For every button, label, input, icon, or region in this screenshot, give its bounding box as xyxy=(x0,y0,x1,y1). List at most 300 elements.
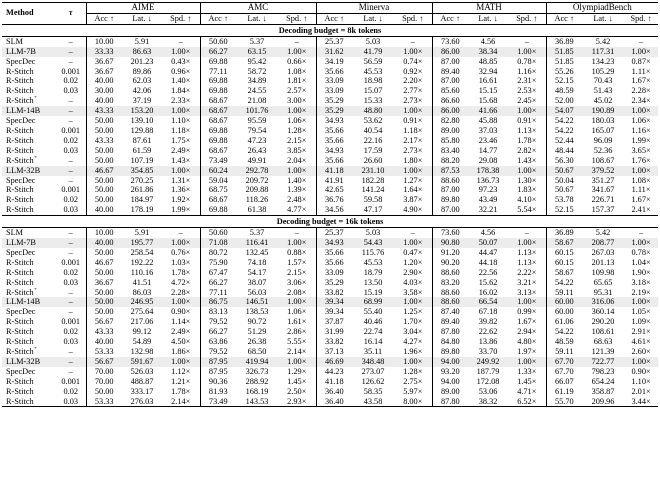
olympiadbench-lat-cell: 121.39 xyxy=(591,347,615,356)
minerva-spd-cell: 2.77× xyxy=(403,86,423,96)
amc-lat-cell: 95.59 xyxy=(247,116,267,126)
amc-spd-cell: 2.48× xyxy=(287,195,307,205)
math-lat-cell: 33.70 xyxy=(478,347,498,356)
olympiadbench-acc-cell: 50.67 xyxy=(546,166,582,176)
tau-cell: 0.03 xyxy=(63,205,79,215)
olympiadbench-lat-cell: 654.24 xyxy=(591,376,615,386)
minerva-acc-cell: 31.99 xyxy=(316,327,352,337)
aime-acc-cell: 50.00 xyxy=(86,288,122,298)
dataset-header-aime: AIME xyxy=(86,3,200,14)
olympiadbench-spd-cell: 1.00× xyxy=(624,47,658,57)
method-cell xyxy=(2,367,56,377)
olympiadbench-acc-cell: 56.30 xyxy=(546,156,582,166)
aime-acc-cell: 70.00 xyxy=(86,367,122,377)
method-cell xyxy=(2,205,56,215)
table-row xyxy=(2,228,658,238)
math-lat-cell: 178.38 xyxy=(468,166,508,176)
aime-acc-cell: 70.00 xyxy=(86,377,122,387)
minerva-lat-cell: 15.33 xyxy=(363,96,383,106)
tau-cell: – xyxy=(68,287,73,297)
minerva-acc-cell: 35.29 xyxy=(316,106,352,116)
method-name: R-Stitch xyxy=(6,396,34,406)
olympiadbench-lat-cell: 70.43 xyxy=(593,76,613,86)
olympiadbench-spd-cell: 1.11× xyxy=(631,185,651,195)
olympiadbench-acc-cell: 54.22 xyxy=(546,327,582,337)
tau-cell: 0.03 xyxy=(63,145,79,155)
table-row xyxy=(2,397,658,407)
budget-label: Decoding budget = 16k tokens xyxy=(2,216,658,228)
minerva-spd-cell: 1.18× xyxy=(403,125,423,135)
amc-acc-cell: 50.60 xyxy=(200,228,236,238)
method-cell xyxy=(2,327,56,337)
amc-spd-cell: 3.06× xyxy=(287,277,307,287)
aime-spd-cell: 0.43× xyxy=(171,56,191,66)
aime-lat-cell: 261.86 xyxy=(130,185,154,195)
aime-acc-cell: 50.00 xyxy=(86,268,122,278)
method-name: LLM-32B xyxy=(6,165,41,175)
math-lat-cell: 4.56 xyxy=(468,36,508,46)
minerva-spd-cell: 3.58× xyxy=(403,287,423,297)
minerva-acc-cell: 36.40 xyxy=(316,397,352,407)
tau-cell: 0.03 xyxy=(63,337,79,347)
amc-lat-cell: 138.53 xyxy=(245,307,269,317)
tau-cell: – xyxy=(56,106,86,116)
olympiadbench-acc-cell: 48.59 xyxy=(546,86,582,96)
method-name: SpecDec xyxy=(6,247,36,257)
math-lat-cell: 44.18 xyxy=(478,257,498,267)
aime-acc-cell: 50.00 xyxy=(86,297,122,307)
tau-cell: 0.02 xyxy=(63,386,79,396)
olympiadbench-spd-cell: 1.09× xyxy=(631,317,651,327)
aime-spd-cell: 1.99× xyxy=(171,205,191,215)
olympiadbench-spd-cell: 1.06× xyxy=(631,116,651,126)
minerva-spd-cell: 1.00× xyxy=(394,106,432,116)
amc-spd-cell: 1.29× xyxy=(287,366,307,376)
method-name: R-Stitch xyxy=(6,347,34,356)
minerva-spd-cell: 4.03× xyxy=(403,277,423,287)
method-variant-mark: + xyxy=(33,347,38,353)
aime-acc-cell: 40.00 xyxy=(86,238,122,248)
minerva-lat-cell: 68.99 xyxy=(352,297,394,307)
method-name: R-Stitch xyxy=(6,257,34,267)
aime-acc-cell: 50.00 xyxy=(86,156,122,166)
amc-spd-cell: 2.15× xyxy=(287,267,307,277)
tau-cell: – xyxy=(68,96,73,106)
amc-spd-cell: 1.06× xyxy=(287,307,307,317)
tau-cell: – xyxy=(68,155,73,165)
aime-acc-cell: 30.00 xyxy=(86,86,122,96)
olympiadbench-acc-cell: 52.44 xyxy=(546,136,582,146)
math-spd-cell: 1.97× xyxy=(517,347,537,356)
table-row xyxy=(2,166,658,176)
aime-acc-cell: 40.00 xyxy=(86,205,122,215)
minerva-lat-cell: 47.17 xyxy=(363,205,383,215)
aime-lat-cell: 107.19 xyxy=(130,155,154,165)
olympiadbench-spd-cell: – xyxy=(624,36,658,46)
method-cell xyxy=(2,377,56,387)
metric-header-acc: Acc ↑ xyxy=(200,13,236,24)
olympiadbench-lat-cell: 226.71 xyxy=(591,195,615,205)
olympiadbench-lat-cell: 95.31 xyxy=(593,287,613,297)
aime-lat-cell: 488.87 xyxy=(130,376,154,386)
amc-spd-cell: 1.00× xyxy=(278,166,316,176)
tau-cell: 0.001 xyxy=(61,66,81,76)
amc-spd-cell: 1.40× xyxy=(287,175,307,185)
method-cell xyxy=(2,288,56,298)
math-spd-cell: 1.33× xyxy=(517,366,537,376)
olympiadbench-lat-cell: 165.07 xyxy=(591,125,615,135)
olympiadbench-acc-cell: 36.89 xyxy=(546,228,582,238)
table-row xyxy=(2,96,658,106)
olympiadbench-acc-cell: 52.15 xyxy=(546,76,582,86)
aime-acc-cell: 50.00 xyxy=(86,185,122,195)
dataset-header-amc: AMC xyxy=(200,3,316,14)
aime-lat-cell: 87.61 xyxy=(132,135,152,145)
minerva-acc-cell: 36.40 xyxy=(316,387,352,397)
minerva-spd-cell: 1.00× xyxy=(394,297,432,307)
minerva-acc-cell: 37.13 xyxy=(316,347,352,357)
olympiadbench-spd-cell: 1.08× xyxy=(631,175,651,185)
amc-acc-cell: 68.67 xyxy=(200,116,236,126)
amc-spd-cell: 2.15× xyxy=(287,135,307,145)
amc-spd-cell: 1.28× xyxy=(287,125,307,135)
math-lat-cell: 45.88 xyxy=(478,116,498,126)
amc-spd-cell: – xyxy=(278,228,316,238)
table-row xyxy=(2,205,658,215)
math-spd-cell: 1.00× xyxy=(508,106,546,116)
olympiadbench-lat-cell: 722.77 xyxy=(582,357,624,367)
amc-acc-cell: 69.88 xyxy=(200,126,236,136)
minerva-lat-cell: 55.40 xyxy=(363,307,383,317)
math-acc-cell: 87.00 xyxy=(432,57,468,67)
minerva-spd-cell: 8.00× xyxy=(394,397,432,407)
math-acc-cell: 88.20 xyxy=(432,156,468,166)
math-acc-cell: 91.20 xyxy=(432,248,468,258)
amc-spd-cell: 1.00× xyxy=(278,238,316,248)
method-cell xyxy=(2,357,56,367)
amc-lat-cell: 61.38 xyxy=(247,205,267,215)
method-cell xyxy=(2,116,56,126)
method-name: SpecDec xyxy=(6,366,36,376)
minerva-spd-cell: 5.97× xyxy=(403,386,423,396)
tau-cell: 0.02 xyxy=(63,327,79,337)
tau-cell: – xyxy=(56,357,86,367)
minerva-acc-cell: 34.93 xyxy=(316,116,352,126)
method-name: R-Stitch xyxy=(6,376,34,386)
minerva-lat-cell: 40.54 xyxy=(363,125,383,135)
math-acc-cell: 88.60 xyxy=(432,176,468,186)
aime-lat-cell: 5.91 xyxy=(122,36,162,46)
amc-lat-cell: 51.29 xyxy=(247,327,267,337)
math-acc-cell: 89.80 xyxy=(432,347,468,357)
amc-spd-cell: 0.66× xyxy=(287,56,307,66)
minerva-spd-cell: 0.47× xyxy=(403,247,423,257)
olympiadbench-lat-cell: 190.89 xyxy=(582,106,624,116)
olympiadbench-lat-cell: 316.06 xyxy=(582,297,624,307)
aime-spd-cell: 2.14× xyxy=(162,397,200,407)
math-lat-cell: 38.32 xyxy=(468,397,508,407)
amc-lat-cell: 49.91 xyxy=(247,155,267,165)
amc-lat-cell: 63.15 xyxy=(236,47,278,57)
olympiadbench-acc-cell: 60.00 xyxy=(546,307,582,317)
aime-spd-cell: 1.36× xyxy=(171,185,191,195)
aime-lat-cell: 276.03 xyxy=(122,397,162,407)
aime-lat-cell: 526.03 xyxy=(130,366,154,376)
aime-lat-cell: 54.89 xyxy=(132,337,152,347)
minerva-acc-cell: 41.18 xyxy=(316,166,352,176)
amc-acc-cell: 90.36 xyxy=(200,377,236,387)
table-row xyxy=(2,76,658,86)
amc-spd-cell: 1.57× xyxy=(287,257,307,267)
math-spd-cell: 5.54× xyxy=(517,205,537,215)
math-spd-cell: 1.00× xyxy=(508,166,546,176)
aime-lat-cell: 275.64 xyxy=(130,307,154,317)
amc-acc-cell: 67.47 xyxy=(200,268,236,278)
aime-lat-cell: 110.16 xyxy=(130,267,154,277)
tau-cell: – xyxy=(56,238,86,248)
math-lat-cell: 44.47 xyxy=(478,247,498,257)
amc-acc-cell: 69.88 xyxy=(200,205,236,215)
olympiadbench-acc-cell: 67.70 xyxy=(546,357,582,367)
olympiadbench-spd-cell: 1.10× xyxy=(631,376,651,386)
aime-spd-cell: 1.00× xyxy=(162,297,200,307)
method-cell xyxy=(2,307,56,317)
aime-spd-cell: 1.40× xyxy=(171,76,191,86)
table-row xyxy=(2,47,658,57)
aime-lat-cell: 246.95 xyxy=(122,297,162,307)
tau-cell: 0.001 xyxy=(61,376,81,386)
tau-cell: 0.02 xyxy=(63,76,79,86)
aime-spd-cell: 1.03× xyxy=(171,257,191,267)
table-row xyxy=(2,337,658,347)
olympiadbench-lat-cell: 201.13 xyxy=(591,257,615,267)
olympiadbench-lat-cell: 117.31 xyxy=(582,47,624,57)
table-row xyxy=(2,268,658,278)
method-name: R-Stitch xyxy=(6,287,34,297)
amc-lat-cell: 143.53 xyxy=(236,397,278,407)
table-row xyxy=(2,156,658,166)
amc-spd-cell: 4.77× xyxy=(287,205,307,215)
olympiadbench-acc-cell: 60.15 xyxy=(546,258,582,268)
olympiadbench-acc-cell: 52.15 xyxy=(546,205,582,215)
olympiadbench-spd-cell: 1.11× xyxy=(631,66,651,76)
minerva-spd-cell: 1.00× xyxy=(394,357,432,367)
metric-header-lat: Lat. ↓ xyxy=(582,13,624,24)
math-acc-cell: 90.80 xyxy=(432,238,468,248)
method-name: LLM-14B xyxy=(6,297,41,307)
tau-cell: 0.03 xyxy=(63,86,79,96)
minerva-spd-cell: 0.92× xyxy=(403,66,423,76)
amc-lat-cell: 38.07 xyxy=(247,277,267,287)
math-acc-cell: 88.60 xyxy=(432,297,468,307)
amc-spd-cell: 3.85× xyxy=(287,145,307,155)
olympiadbench-acc-cell: 53.78 xyxy=(546,195,582,205)
method-cell xyxy=(2,347,56,357)
olympiadbench-lat-cell: 108.67 xyxy=(591,155,615,165)
tau-cell: 0.02 xyxy=(63,195,79,205)
olympiadbench-spd-cell: 1.00× xyxy=(624,106,658,116)
olympiadbench-acc-cell: 36.89 xyxy=(546,36,582,46)
method-name: R-Stitch xyxy=(6,337,34,347)
amc-acc-cell: 68.75 xyxy=(200,185,236,195)
olympiadbench-spd-cell: 1.04× xyxy=(631,257,651,267)
amc-spd-cell: – xyxy=(278,36,316,46)
math-lat-cell: 97.23 xyxy=(478,185,498,195)
math-spd-cell: 1.13× xyxy=(517,125,537,135)
olympiadbench-lat-cell: 5.42 xyxy=(582,228,624,238)
table-row xyxy=(2,248,658,258)
method-cell xyxy=(2,76,56,86)
minerva-acc-cell: 36.76 xyxy=(316,195,352,205)
tau-cell: – xyxy=(68,175,73,185)
amc-acc-cell: 71.08 xyxy=(200,238,236,248)
olympiadbench-lat-cell: 5.42 xyxy=(582,36,624,46)
math-spd-cell: 2.53× xyxy=(517,86,537,96)
amc-acc-cell: 66.27 xyxy=(200,278,236,288)
olympiadbench-spd-cell: 1.00× xyxy=(624,297,658,307)
olympiadbench-spd-cell: 2.60× xyxy=(631,347,651,356)
metric-header-lat: Lat. ↓ xyxy=(468,13,508,24)
aime-lat-cell: 591.67 xyxy=(122,357,162,367)
minerva-lat-cell: 18.98 xyxy=(363,76,383,86)
method-name: SpecDec xyxy=(6,116,36,126)
amc-lat-cell: 26.38 xyxy=(247,337,267,347)
amc-acc-cell: 79.52 xyxy=(200,347,236,357)
aime-acc-cell: 50.00 xyxy=(86,248,122,258)
aime-lat-cell: 61.59 xyxy=(132,145,152,155)
math-lat-cell: 39.82 xyxy=(478,317,498,327)
minerva-spd-cell: 0.74× xyxy=(403,56,423,66)
minerva-acc-cell: 35.66 xyxy=(316,248,352,258)
math-spd-cell: 2.22× xyxy=(517,267,537,277)
aime-lat-cell: 86.63 xyxy=(122,47,162,57)
amc-acc-cell: 87.95 xyxy=(200,367,236,377)
method-name: R-Stitch xyxy=(6,195,34,205)
minerva-lat-cell: 22.16 xyxy=(363,135,383,145)
table-row xyxy=(2,367,658,377)
olympiadbench-lat-cell: 134.23 xyxy=(591,56,615,66)
math-acc-cell: 90.20 xyxy=(432,258,468,268)
math-acc-cell: 93.20 xyxy=(432,367,468,377)
method-cell xyxy=(2,156,56,166)
aime-lat-cell: 129.88 xyxy=(130,125,154,135)
math-acc-cell: 73.60 xyxy=(432,36,468,46)
amc-lat-cell: 5.37 xyxy=(236,36,278,46)
minerva-acc-cell: 35.29 xyxy=(316,278,352,288)
minerva-spd-cell: 1.25× xyxy=(403,307,423,317)
aime-acc-cell: 53.33 xyxy=(86,397,122,407)
minerva-spd-cell: 1.00× xyxy=(394,238,432,248)
aime-acc-cell: 33.33 xyxy=(86,47,122,57)
table-row xyxy=(2,357,658,367)
tau-cell: 0.02 xyxy=(63,267,79,277)
tau-cell: – xyxy=(68,116,73,126)
math-acc-cell: 87.00 xyxy=(432,205,468,215)
method-name: R-Stitch xyxy=(6,135,34,145)
minerva-lat-cell: 273.07 xyxy=(361,366,385,376)
amc-spd-cell: 1.00× xyxy=(278,47,316,57)
aime-acc-cell: 50.00 xyxy=(86,307,122,317)
table-row xyxy=(2,136,658,146)
minerva-spd-cell: 3.87× xyxy=(403,195,423,205)
math-acc-cell: 88.60 xyxy=(432,268,468,278)
table-row xyxy=(2,176,658,186)
olympiadbench-acc-cell: 50.04 xyxy=(546,176,582,186)
olympiadbench-lat-cell: 360.14 xyxy=(591,307,615,317)
method-cell xyxy=(2,195,56,205)
math-acc-cell: 89.00 xyxy=(432,387,468,397)
math-lat-cell: 23.46 xyxy=(478,135,498,145)
method-cell xyxy=(2,86,56,96)
amc-lat-cell: 58.72 xyxy=(247,66,267,76)
amc-acc-cell: 69.88 xyxy=(200,76,236,86)
amc-spd-cell: 2.50× xyxy=(287,386,307,396)
minerva-spd-cell: 1.80× xyxy=(403,155,423,165)
math-lat-cell: 50.07 xyxy=(468,238,508,248)
amc-spd-cell: 1.45× xyxy=(287,376,307,386)
aime-lat-cell: 270.25 xyxy=(130,175,154,185)
olympiadbench-spd-cell: 1.00× xyxy=(624,357,658,367)
minerva-spd-cell: 1.27× xyxy=(403,175,423,185)
method-name: R-Stitch xyxy=(6,155,34,165)
results-body xyxy=(2,24,658,407)
aime-spd-cell: – xyxy=(162,36,200,46)
minerva-lat-cell: 54.43 xyxy=(352,238,394,248)
aime-spd-cell: 0.90× xyxy=(171,307,191,317)
math-acc-cell: 84.80 xyxy=(432,337,468,347)
minerva-lat-cell: 45.53 xyxy=(363,257,383,267)
method-name: LLM-32B xyxy=(6,356,41,366)
method-name: R-Stitch xyxy=(6,277,34,287)
math-lat-cell: 32.94 xyxy=(478,66,498,76)
math-spd-cell: 1.83× xyxy=(517,185,537,195)
aime-acc-cell: 50.00 xyxy=(86,195,122,205)
math-acc-cell: 83.20 xyxy=(432,278,468,288)
aime-spd-cell: 1.78× xyxy=(171,386,191,396)
olympiadbench-acc-cell: 55.70 xyxy=(546,397,582,407)
math-spd-cell: 2.82× xyxy=(517,145,537,155)
math-acc-cell: 85.60 xyxy=(432,86,468,96)
method-cell xyxy=(2,387,56,397)
method-name: R-Stitch xyxy=(6,125,34,135)
minerva-spd-cell: 2.73× xyxy=(403,145,423,155)
minerva-acc-cell: 33.82 xyxy=(316,288,352,298)
method-cell xyxy=(2,317,56,327)
amc-lat-cell: 326.73 xyxy=(245,366,269,376)
math-spd-cell: – xyxy=(508,228,546,238)
math-spd-cell: 1.16× xyxy=(517,66,537,76)
method-column-header: Method xyxy=(2,3,56,25)
olympiadbench-spd-cell: 1.67× xyxy=(631,195,651,205)
amc-spd-cell: 2.08× xyxy=(287,287,307,297)
minerva-spd-cell: – xyxy=(394,36,432,46)
olympiadbench-lat-cell: 45.02 xyxy=(593,96,613,106)
math-spd-cell: 2.94× xyxy=(517,327,537,337)
aime-lat-cell: 42.06 xyxy=(132,86,152,96)
olympiadbench-acc-cell: 48.59 xyxy=(546,337,582,347)
minerva-spd-cell: 4.90× xyxy=(403,205,423,215)
tau-cell: – xyxy=(56,166,86,176)
amc-acc-cell: 59.04 xyxy=(200,176,236,186)
aime-spd-cell: 1.12× xyxy=(171,366,191,376)
math-spd-cell: 0.91× xyxy=(517,116,537,126)
metric-header-spd: Spd. ↑ xyxy=(624,13,658,24)
minerva-acc-cell: 35.66 xyxy=(316,136,352,146)
olympiadbench-lat-cell: 358.87 xyxy=(591,386,615,396)
math-spd-cell: 1.78× xyxy=(517,135,537,145)
amc-spd-cell: 0.88× xyxy=(287,247,307,257)
method-name: R-Stitch xyxy=(6,267,34,277)
